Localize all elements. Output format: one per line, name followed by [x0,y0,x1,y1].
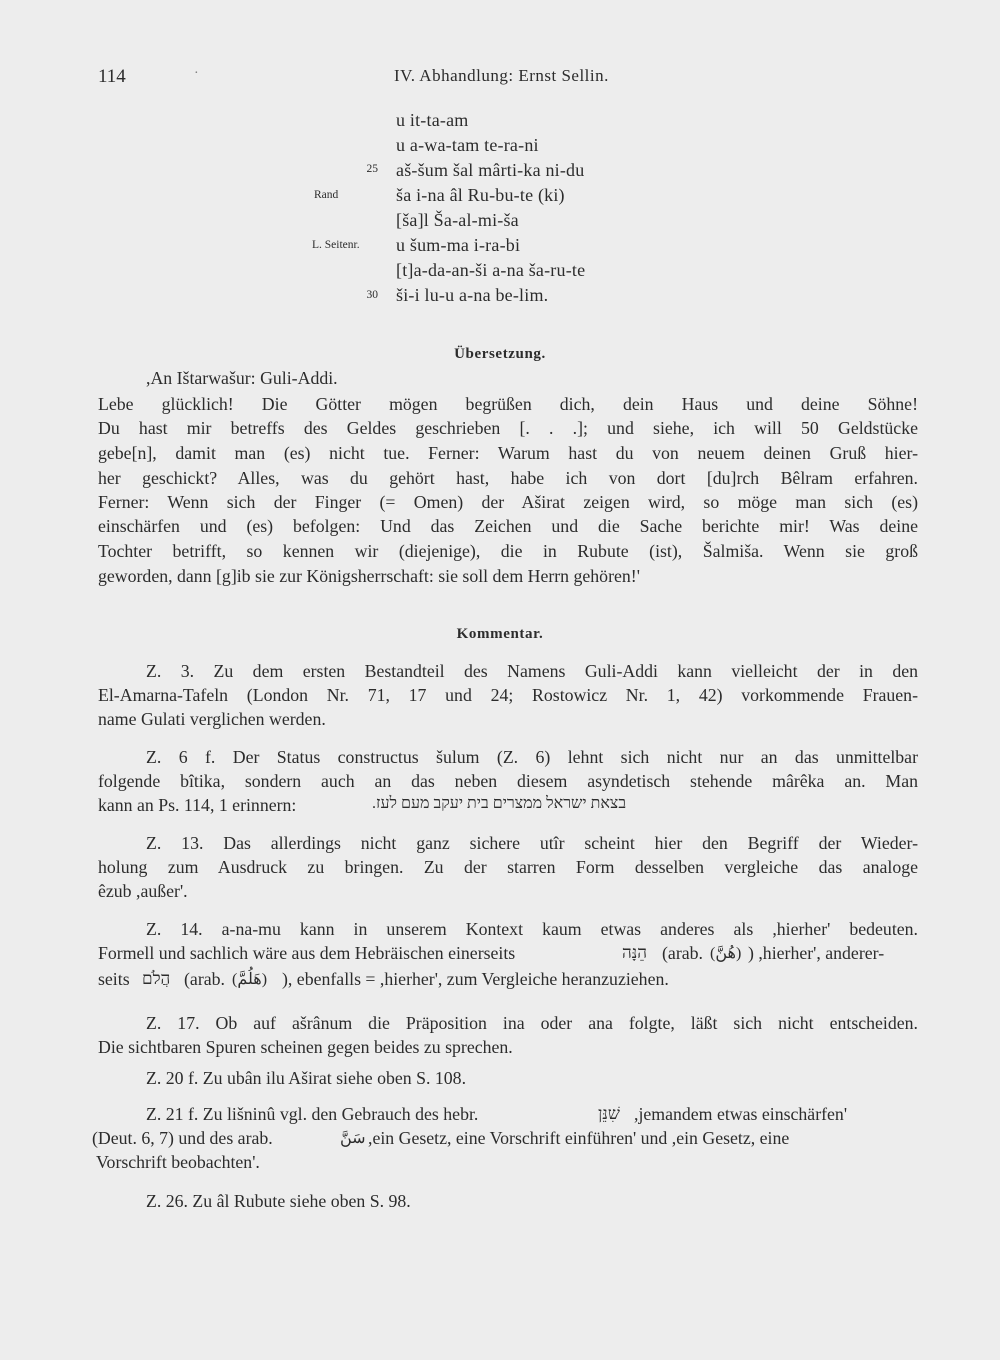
commentary-line: (arab. [184,969,225,989]
ink-dot: · [194,66,199,81]
arabic-word-hunna: (هُنَّ) [710,945,742,962]
commentary-line: seits [98,969,130,989]
transliteration-line: u šum-ma i-ra-bi [396,235,521,255]
commentary-line: holung zum Ausdruck zu bringen. Zu der starren Form desselben vergleiche das analoge [98,857,918,877]
transliteration-line: u it-ta-am [396,110,469,130]
commentary-line: Z. 3. Zu dem ersten Bestandteil des Namens Guli-Addi kann vielleicht der in den [146,661,918,681]
transliteration-line: [t]a-da-an-ši a-na ša-ru-te [396,260,586,280]
page-number: 114 [98,66,126,87]
commentary-line: ,jemandem etwas einschärfen' [634,1104,848,1124]
translation-line: Lebe glücklich! Die Götter mögen begrüßen dich, dein Haus und deine Söhne! [98,394,918,414]
commentary-line: Z. 21 f. Zu lišninû vgl. den Gebrauch des hebr. [146,1104,479,1124]
commentary-line: (Deut. 6, 7) und des arab. [92,1128,273,1148]
translation-line: einschärfen und (es) befolgen: Und das Zeichen und die Sache berichte mir! Was deine [98,516,918,536]
translation-line: Tochter betrifft, so kennen wir (diejenige), die in Rubute (ist), Šalmiša. Wenn sie groß [98,541,918,561]
commentary-line: Z. 6 f. Der Status constructus šulum (Z. 6) lehnt sich nicht nur an das unmittelbar [146,747,918,767]
translation-line: geworden, dann [g]ib sie zur Königsherrschaft: sie soll dem Herrn gehören!' [98,566,640,586]
translation-line: Ferner: Wenn sich der Finger (= Omen) der Aširat zeigen wird, so möge man sich (es) [98,492,918,512]
commentary-line: kann an Ps. 114, 1 erinnern: [98,795,297,815]
commentary-line: (arab. [662,943,703,963]
commentary-heading: Kommentar. [456,626,544,642]
translation-line: her geschickt? Alles, was du gehört hast, habe ich von dort [du]rch Bêlram erfahren. [98,468,918,488]
commentary-line: Vorschrift beobachten'. [96,1152,260,1172]
arabic-word-halumma: (هَلُمَّ) [232,971,268,988]
running-head: IV. Abhandlung: Ernst Sellin. [394,66,609,85]
commentary-line: Z. 13. Das allerdings nicht ganz sichere utîr scheint hier den Begriff der Wieder- [146,833,918,853]
transliteration-line: ši-i lu-u a-na be-lim. [396,285,549,305]
hebrew-word-shinnen: שִׁנֵּן [598,1104,620,1123]
commentary-line: Z. 17. Ob auf ašrânum die Präposition ina oder ana folgte, läßt sich nicht entscheiden. [146,1013,918,1033]
transliteration-line: ša i-na âl Ru-bu-te (ki) [396,185,565,205]
commentary-line: Die sichtbaren Spuren scheinen gegen beides zu sprechen. [98,1037,513,1057]
commentary-line: folgende bîtika, sondern auch an das neben diesem asyndetisch stehende mârêka an. Man [98,771,918,791]
commentary-line: Z. 14. a-na-mu kann in unserem Kontext kaum etwas anderes als ,hierher' bedeuten. [146,919,918,939]
commentary-line: El-Amarna-Tafeln (London Nr. 71, 17 und 24; Rostowicz Nr. 1, 42) vorkommende Frauen- [98,685,918,705]
hebrew-word-henna: הֵנָּה [622,943,648,962]
line-number: 25 [366,163,378,175]
commentary-line: ), ebenfalls = ,hierher', zum Vergleiche heranzuziehen. [282,969,669,989]
translation-heading: Übersetzung. [454,346,546,362]
commentary-line: Z. 20 f. Zu ubân ilu Aširat siehe oben S. 108. [146,1068,467,1088]
transliteration-line: u a-wa-tam te-ra-ni [396,135,539,155]
translation-line: gebe[n], damit man (es) nicht tue. Ferner: Warum hast du von neuem deinen Gruß hier- [98,443,918,463]
line-marker: Rand [314,189,339,201]
transliteration-line: [ša]l Ša-al-mi-ša [396,210,519,230]
transliteration-line: aš-šum šal mârti-ka ni-du [396,160,585,180]
commentary-line: Z. 26. Zu âl Rubute siehe oben S. 98. [146,1191,411,1211]
line-number: 30 [366,289,378,301]
arabic-word-sanna: سَنَّ [340,1130,366,1147]
commentary-line: Formell und sachlich wäre aus dem Hebräischen einerseits [98,943,516,963]
translation-line: Du hast mir betreffs des Geldes geschrieben [. . .]; und siehe, ich will 50 Geldstücke [98,418,918,438]
commentary-line: name Gulati verglichen werden. [98,709,326,729]
commentary-line: êzub ,außer'. [98,881,188,901]
hebrew-quote-psalm: בצאת ישראל ממצרים בית יעקב מעם לעז. [372,795,627,812]
commentary-line: ,ein Gesetz, eine Vorschrift einführen' und ,ein Gesetz, eine [368,1128,790,1148]
line-marker: L. Seitenr. [312,239,360,251]
hebrew-word-halom: הֲלֹם [142,969,171,988]
commentary-line: ) ,hierher', anderer- [748,943,885,963]
translation-line: ,An Ištarwašur: Guli-Addi. [146,368,338,388]
